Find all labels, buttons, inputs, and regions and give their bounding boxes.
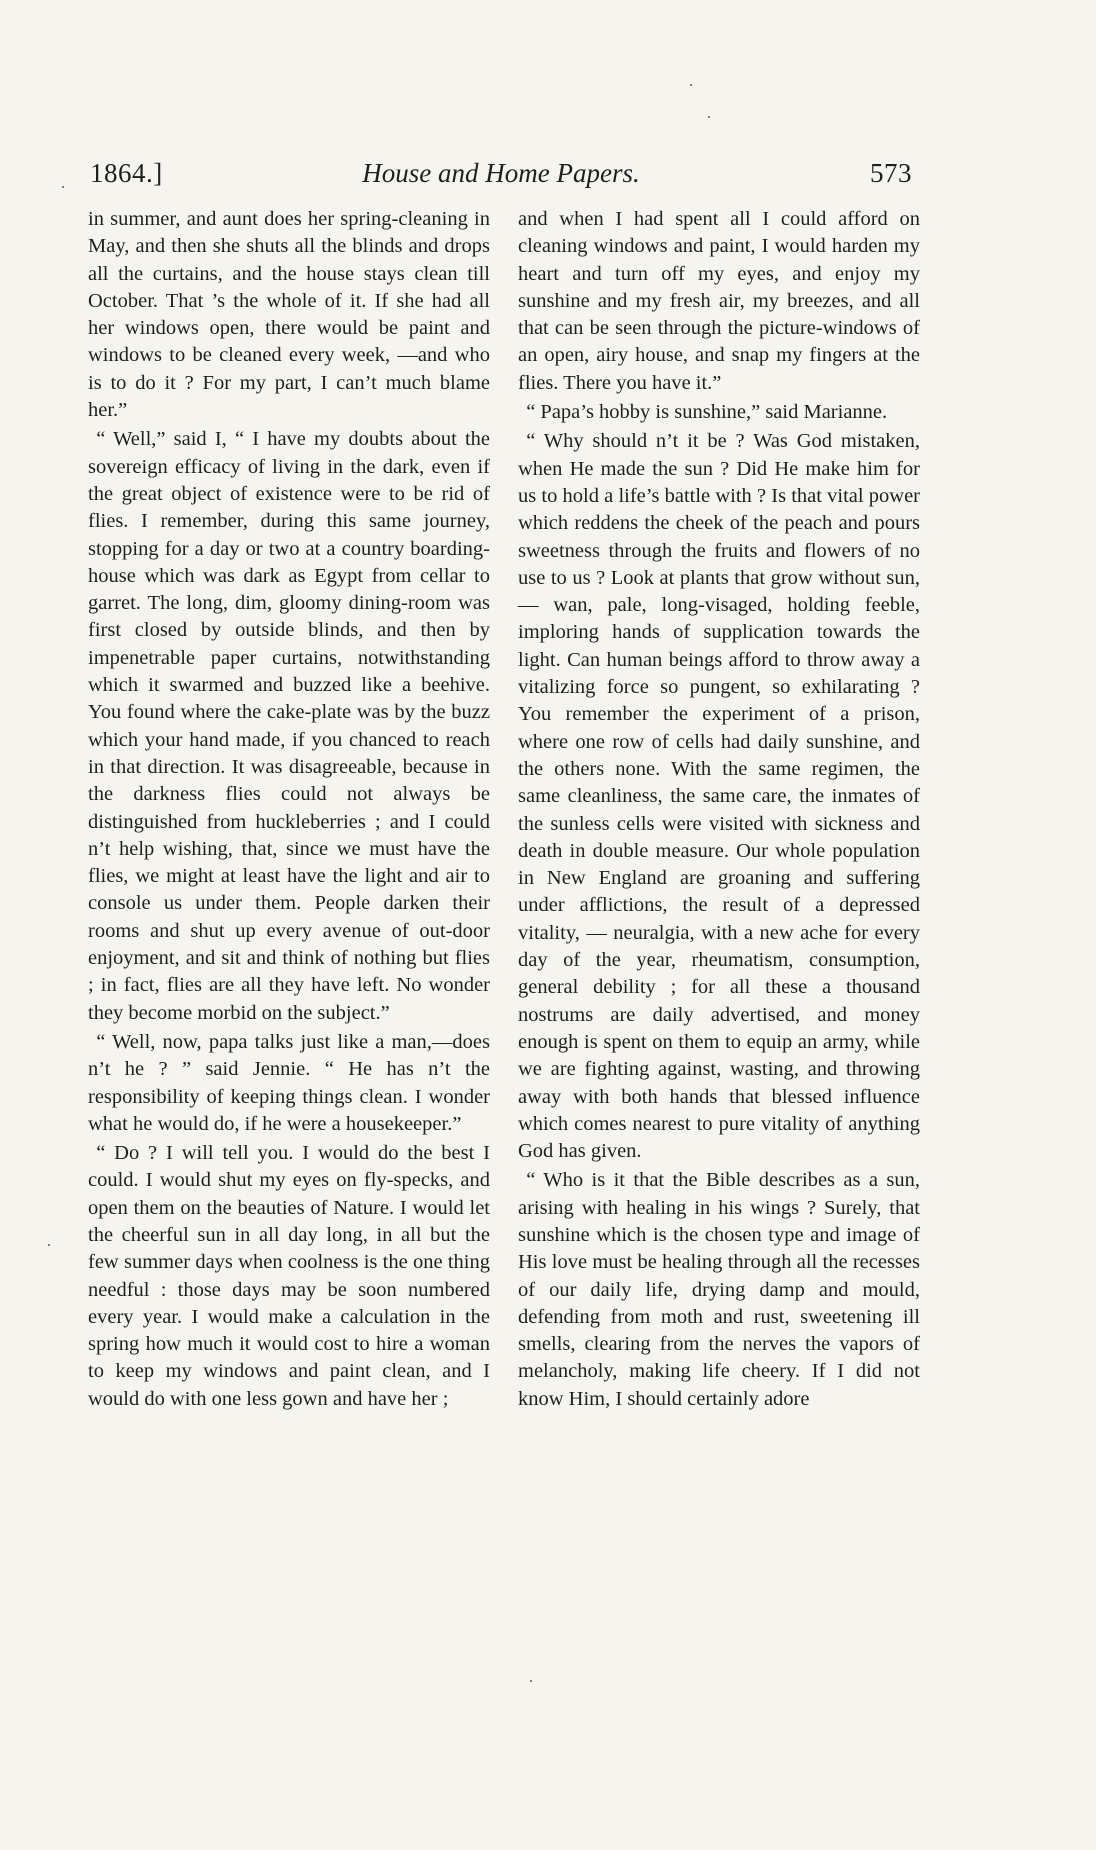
paragraph: “ Well,” said I, “ I have my doubts about the sovereign efficacy of living in the dark, even if the great object of existence were to be rid of flies. I remember, during this same journey, stopping for a day or two at a country boarding-house which was dark as Egypt from cellar to garret. The long, dim, gloomy dining-room was first closed by outside blinds, and then by impenetrable paper curtains, notwithstanding which it swarmed and buzzed like a beehive. You found where the cake-plate was by the buzz which your hand made, if you chanced to reach in that direction. It was disagreeable, because in the darkness flies could not always be distinguished from huckleberries ; and I could n’t help wishing, that, since we must have the flies, we might at least have the light and air to console us under them. People darken their rooms and shut up every avenue of out-door enjoyment, and sit and think of nothing but flies ; in fact, flies are all they have left. No wonder they become morbid on the subject.”	[88, 428, 490, 1024]
paper-speck	[62, 186, 64, 188]
paragraph: “ Do ? I will tell you. I would do the best I could. I would shut my eyes on fly-specks, and open them on the beauties of Nature. I would let the cheerful sun in all day long, in all but the few summer days when coolness is the one thing needful : those days may be soon numbered every year. I would make a calculation in the spring how much it would cost to hire a woman to keep my windows and paint clean, and I would do with one less gown and have her ;	[88, 1142, 490, 1410]
paper-speck	[708, 116, 710, 118]
paper-speck	[690, 84, 692, 86]
header-year: 1864.]	[90, 158, 163, 188]
running-header	[86, 154, 916, 196]
paragraph: “ Why should n’t it be ? Was God mistaken, when He made the sun ? Did He make him for us to hold a life’s battle with ? Is that vital power which reddens the cheek of the peach and pours sweetness through the fruits and flowers of no use to us ? Look at plants that grow without sun, — wan, pale, long-visaged, holding feeble, imploring hands of supplication towards the light. Can human beings afford to throw away a vitalizing force so pungent, so exhilarating ? You remember the experiment of a prison, where one row of cells had daily sunshine, and the others none. With the same regimen, the same cleanliness, the same care, the inmates of the sunless cells were visited with sickness and death in double measure. Our whole population in New England are groaning and suffering under afflictions, the result of a depressed vitality, — neuralgia, with a new ache for every day of the year, rheumatism, consumption, general debility ; for all these a thousand nostrums are daily advertised, and money enough is spent on them to equip an army, while we are fighting against, wasting, and throwing away with both hands that blessed influence which comes nearest to pure vitality of anything God has given.	[518, 430, 920, 1163]
paragraph: and when I had spent all I could afford on cleaning windows and paint, I would harden my heart and turn off my eyes, and enjoy my sunshine and my fresh air, my breezes, and all that can be seen through the picture-windows of an open, airy house, and snap my fingers at the flies. There you have it.”	[518, 208, 920, 394]
paragraph: “ Papa’s hobby is sunshine,” said Marianne.	[526, 401, 888, 424]
paragraph: “ Well, now, papa talks just like a man,—does n’t he ? ” said Jennie. “ He has n’t the responsibility of keeping things clean. I wonder what he would do, if he were a housekeeper.”	[88, 1030, 490, 1135]
left-column	[88, 206, 490, 1413]
header-title: House and Home Papers.	[362, 158, 640, 188]
paragraph: in summer, and aunt does her spring-cleaning in May, and then she shuts all the blinds and drops all the curtains, and the house stays clean till October. That ’s the whole of it. If she had all her windows open, there would be paint and windows to be cleaned every week, —and who is to do it ? For my part, I can’t much blame her.”	[88, 208, 490, 422]
paper-speck	[48, 1244, 50, 1246]
right-column	[518, 206, 920, 1413]
paper-speck	[530, 1680, 532, 1682]
paragraph: “ Who is it that the Bible describes as a sun, arising with healing in his wings ? Surely, that sunshine which is the chosen type and image of His love must be healing through all the recesses of our daily life, drying damp and mould, defending from moth and rust, sweetening ill smells, clearing from the nerves the vapors of melancholy, making life cheery. If I did not know Him, I should certainly adore	[518, 1169, 920, 1410]
page-number: 573	[870, 158, 912, 188]
